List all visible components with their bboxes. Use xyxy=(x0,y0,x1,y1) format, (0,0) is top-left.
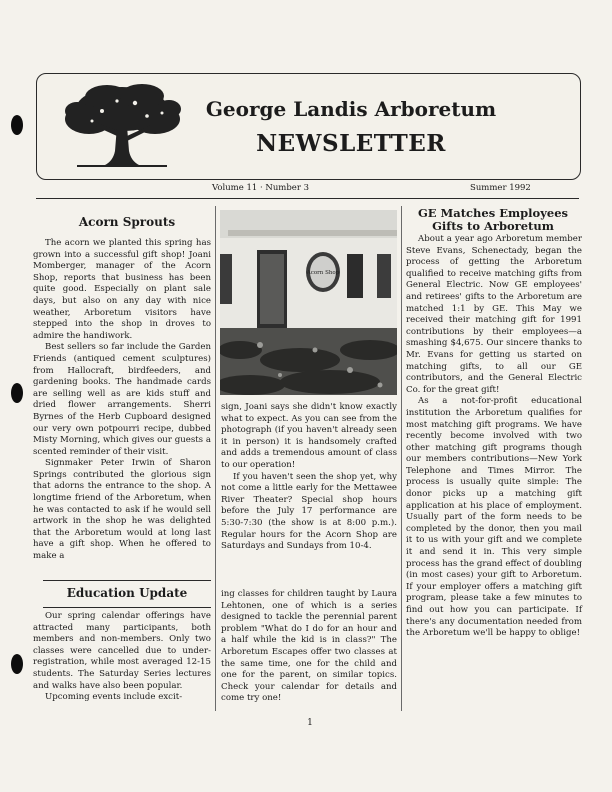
acorn-paragraph-3: Signmaker Peter Irwin of Sharon Springs contributed the glorious sign that adorns the entrance to the shop. A longtime friend of the Arboretum, when he was contacted to ask if he would sell artwork in the shop he was delighted that the Arboretum would at long last have a gift shop. When he offered to make a xyxy=(33,458,211,562)
acorn-paragraph-2: Best sellers so far include the Garden Friends (antiqued cement sculptures) from Hallocraft, birdfeeders, and gardening books. The handmade cards are selling well as are kids stuff and dried flower arrangements. Sherri Byrnes of the Herb Cupboard designed our very own potpourri recipe, dubbed Misty Morning, which gives our guests a scented reminder of their visit. xyxy=(33,342,211,457)
ge-paragraph-1: About a year ago Arboretum member Steve Evans, Schenectady, began the process of getting the Arboretum qualified to receive matching gifts from General Electric. Now GE employees' and retirees' gifts to the Arboretum are matched 1:1 by GE. This May we received their matching gift for 1991 contributions by their employees—a smashing $4,675. Our sincere thanks to Mr. Evans for getting us started on matching gifts, to all our GE contributors, and the General Electric Co. for the great gift! xyxy=(406,234,582,395)
masthead-rule xyxy=(36,198,579,199)
volume-number: Volume 11 · Number 3 xyxy=(212,183,309,193)
acorn-continued-paragraph-2: If you haven't seen the shop yet, why not come a little early for the Mettawee River Theater? Special shop hours before the July 17 performance are 5:30-7:30 (the show is at 8:00 p.m.). Regular hours for the Acorn Shop are Saturdays and Sundays from 10-4. xyxy=(221,471,397,552)
ge-article xyxy=(406,234,582,640)
acorn-sprouts-heading: Acorn Sprouts xyxy=(78,215,176,229)
education-paragraph-2: Upcoming events include excit- xyxy=(45,692,183,703)
newsletter-title: NEWSLETTER xyxy=(256,130,446,157)
acorn-paragraph-1: The acorn we planted this spring has grown into a successful gift shop! Joani Momberger, manager of the Acorn Shop, reports that business has been quite good. Especially on plant sale days, but also on any day with nice weather, Arboretum visitors have stepped into the shop in droves to admire the handiwork. xyxy=(33,238,211,341)
education-article xyxy=(33,611,211,704)
shop-sign-text: Acorn Shop xyxy=(306,270,340,276)
binder-hole-top xyxy=(11,115,23,135)
column-divider-2 xyxy=(401,206,402,711)
ge-heading-line-2: Gifts to Arboretum xyxy=(432,219,554,233)
education-continued-paragraph: ing classes for children taught by Laura Lehtonen, one of which is a series designed to tackle the perennial parent problem "What do I do for an hour and a half while the kid is in class?" The Arboretum Escapes offer two classes at the same time, one for the child and one for the parent, on similar topics. Check your calendar for details and come try one! xyxy=(221,589,397,704)
ge-paragraph-2: As a not-for-profit educational institution the Arboretum qualifies for most matching gift programs. We have recently become involved with two other matching gift programs though our members contributions—New York Telephone and Times Mirror. The process is usually quite simple: The donor picks up a matching gift application at his place of employment. Usually part of the form needs to be completed by the donor, then you mail it to us with your gift and we complete it and send it in. This very simple process has the grand effect of doubling (in most cases) your gift to Arboretum. If your employer offers a matching gift program, please take a few minutes to find out how you can participate. If there's any documentation needed from the Arboretum we'll be happy to oblige! xyxy=(406,396,582,639)
binder-hole-middle xyxy=(11,383,23,403)
acorn-shop-photo xyxy=(220,210,397,395)
binder-hole-bottom xyxy=(11,654,23,674)
oak-tree-logo xyxy=(47,81,197,173)
acorn-continued-paragraph-1: sign, Joani says she didn't know exactly what to expect. As you can see from the photograph (if you haven't already seen it in person) it is handsomely crafted and adds a tremendous amount of class to our operation! xyxy=(221,402,397,470)
acorn-sprouts-article xyxy=(33,238,211,563)
education-continued xyxy=(221,589,397,705)
page-number: 1 xyxy=(307,718,313,728)
education-paragraph-1: Our spring calendar offerings have attracted many participants, both members and non-members. Only two classes were cancelled due to under-registration, while most averaged 12-15 students. The Saturday Series lectures and walks have also been popular. xyxy=(33,611,211,691)
organization-name: George Landis Arboretum xyxy=(205,97,497,121)
issue-season: Summer 1992 xyxy=(470,183,531,193)
column-divider-1 xyxy=(215,206,216,711)
acorn-sprouts-continued xyxy=(221,402,397,553)
ge-heading-line-1: GE Matches Employees xyxy=(417,206,569,220)
education-update-heading: Education Update xyxy=(66,586,188,600)
